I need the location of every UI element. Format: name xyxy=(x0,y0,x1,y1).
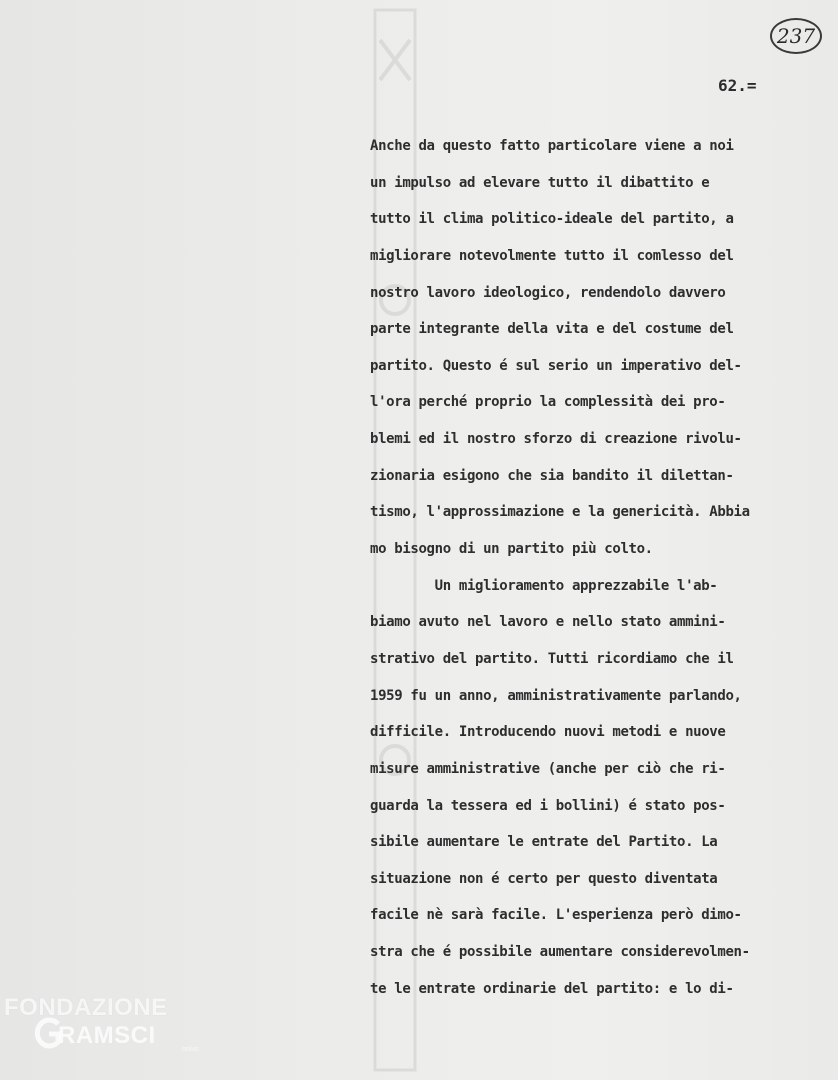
text-line: partito. Questo é sul serio un imperativo del- xyxy=(370,357,742,374)
text-line: Anche da questo fatto particolare viene a noi xyxy=(370,138,734,154)
archive-number-text: 237 xyxy=(776,24,816,48)
text-line: Un miglioramento apprezzabile l'ab- xyxy=(370,577,718,594)
text-line: mo bisogno di un partito più colto. xyxy=(370,541,653,558)
text-line: zionaria esigono che sia bandito il dilettan- xyxy=(370,467,734,484)
text-line: tutto il clima politico-ideale del partito, a xyxy=(370,211,734,228)
text-line: guarda la tessera ed i bollini) é stato pos- xyxy=(370,797,726,814)
text-line: difficile. Introducendo nuovi metodi e nuove xyxy=(370,724,726,741)
text-line: 1959 fu un anno, amministrativamente parlando, xyxy=(370,687,742,704)
text-line: l'ora perché proprio la complessità dei pro- xyxy=(370,394,726,411)
text-line: strativo del partito. Tutti ricordiamo che il xyxy=(370,650,734,667)
text-line: situazione non é certo per questo diventata xyxy=(370,870,718,887)
text-line: facile nè sarà facile. L'esperienza però dimo- xyxy=(370,907,742,924)
watermark-line-1: FONDAZIONE xyxy=(4,994,168,1021)
text-line: tismo, l'approssimazione e la genericità. Abbia xyxy=(370,504,750,521)
text-line: stra che é possibile aumentare considerevolmen- xyxy=(370,944,750,961)
text-line: un impulso ad elevare tutto il dibattito e xyxy=(370,174,710,191)
text-line: blemi ed il nostro sforzo di creazione rivolu- xyxy=(370,431,742,448)
watermark-line-2: RAMSCI xyxy=(58,1022,156,1049)
text-line: parte integrante della vita e del costume del xyxy=(370,321,734,338)
archive-page-number xyxy=(770,18,822,54)
watermark-small: onlus xyxy=(182,1046,199,1053)
text-line: biamo avuto nel lavoro e nello stato ammini- xyxy=(370,614,726,631)
text-line: sibile aumentare le entrate del Partito. La xyxy=(370,834,718,851)
fondazione-gramsci-watermark xyxy=(0,990,260,1080)
text-line: misure amministrative (anche per ciò che ri- xyxy=(370,760,726,777)
text-line: te le entrate ordinarie del partito: e lo di- xyxy=(370,980,734,997)
page-number: 62.= xyxy=(718,76,757,95)
text-line: nostro lavoro ideologico, rendendolo davvero xyxy=(370,284,726,301)
text-line: migliorare notevolmente tutto il comlesso del xyxy=(370,247,734,264)
typewritten-text xyxy=(370,128,825,1007)
